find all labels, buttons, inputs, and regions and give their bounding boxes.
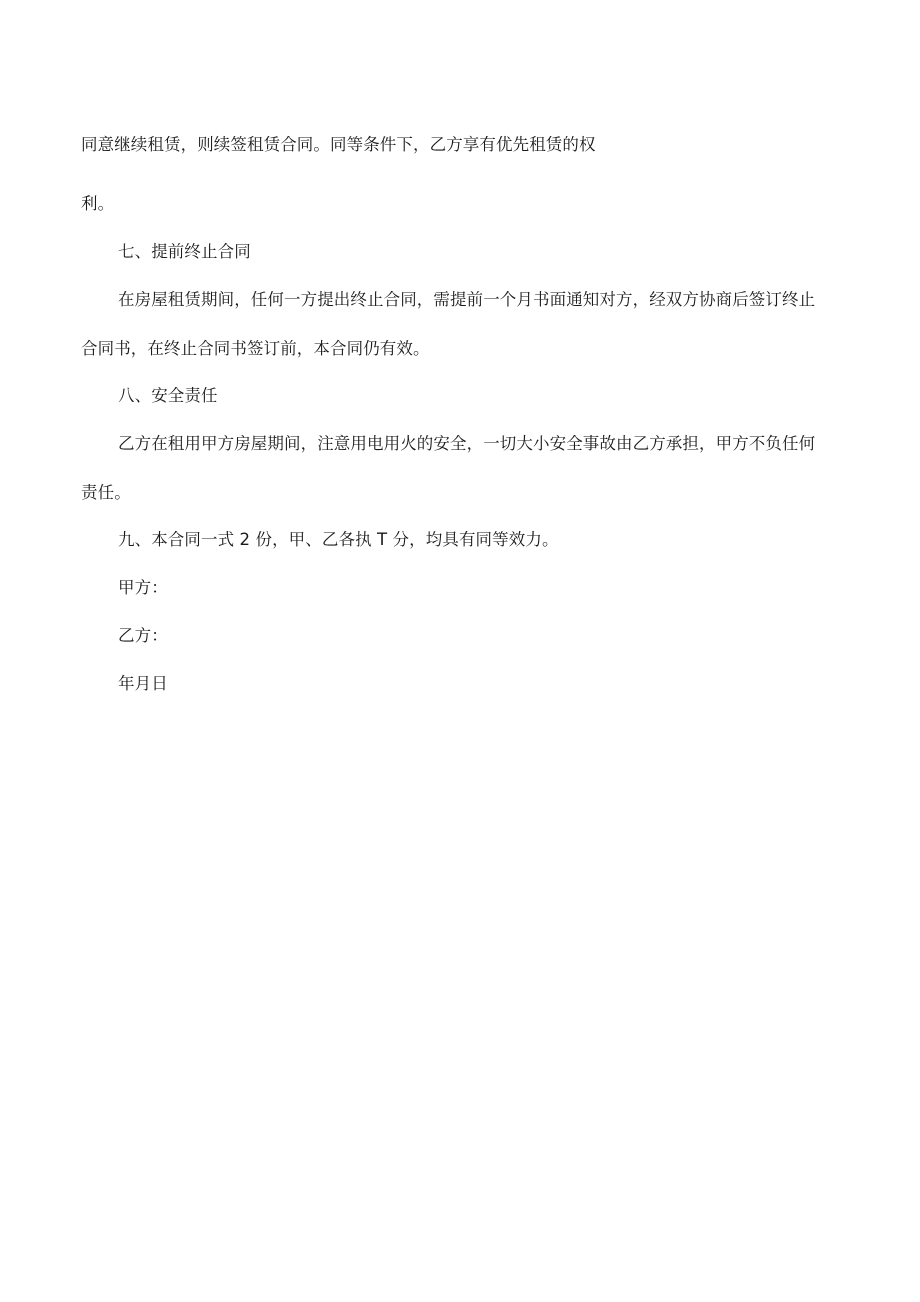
paragraph-line-termination-end: 合同书，在终止合同书签订前，本合同仍有效。	[81, 339, 430, 358]
party-b-signature-label: 乙方：	[118, 626, 168, 645]
section-heading-safety: 八、安全责任	[118, 386, 218, 405]
paragraph-line-renewal-end: 利。	[81, 194, 115, 213]
party-a-signature-label: 甲方：	[118, 578, 168, 597]
paragraph-line-safety-end: 责任。	[81, 483, 131, 502]
section-heading-early-termination: 七、提前终止合同	[118, 242, 251, 261]
paragraph-line-safety: 乙方在租用甲方房屋期间，注意用电用火的安全，一切大小安全事故由乙方承担，甲方不负任何	[118, 434, 816, 453]
paragraph-line-termination: 在房屋租赁期间，任何一方提出终止合同，需提前一个月书面通知对方，经双方协商后签订终止	[118, 290, 816, 309]
date-label: 年月日	[118, 674, 168, 693]
section-copies-clause: 九、本合同一式 2 份，甲、乙各执 T 分，均具有同等效力。	[118, 530, 559, 549]
paragraph-line-renewal: 同意继续租赁，则续签租赁合同。同等条件下，乙方享有优先租赁的权	[81, 135, 596, 154]
